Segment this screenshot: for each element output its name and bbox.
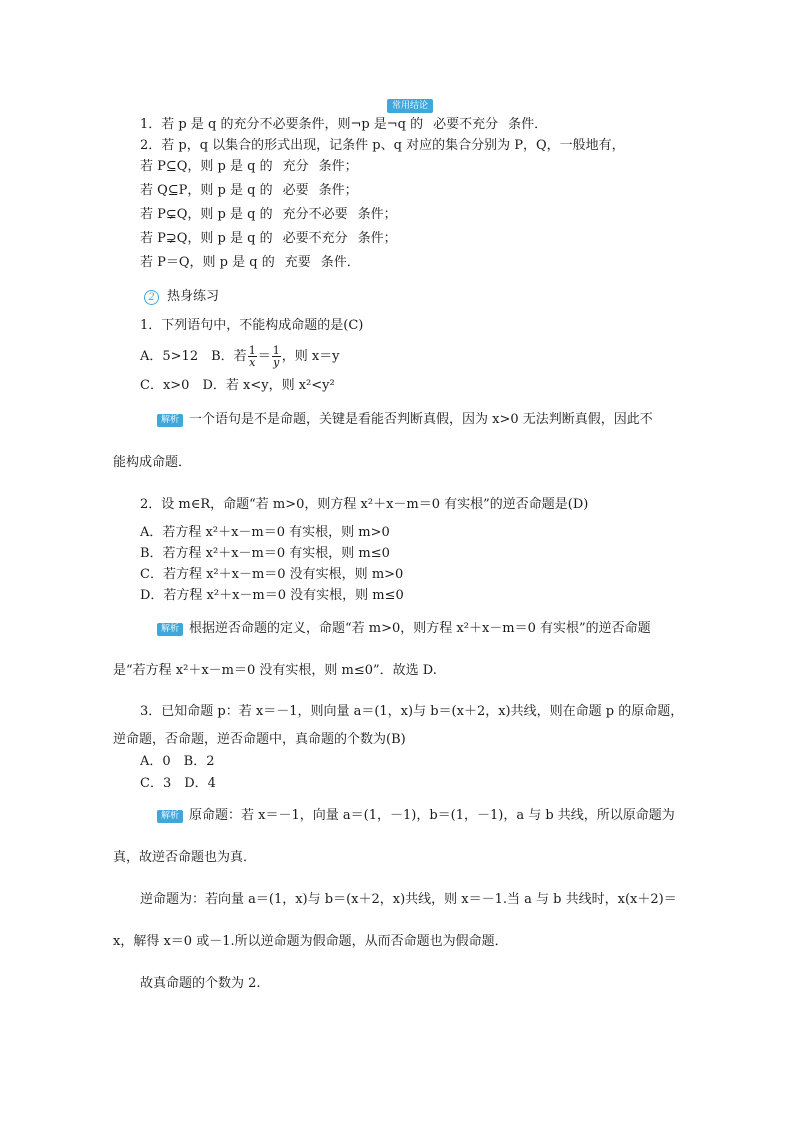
fraction-denominator: x [249, 356, 256, 369]
row-text: 若 P＝Q，则 p 是 q 的 [140, 255, 275, 270]
q2-analysis-line1: 根据逆否命题的定义，命题“若 m>0，则方程 x²＋x－m＝0 有实根”的逆否命题 [189, 621, 651, 636]
q2-analysis-line2: 是“若方程 x²＋x－m＝0 没有实根，则 m≤0”．故选 D. [113, 663, 437, 678]
q3-stem-line1: 3．已知命题 p：若 x＝－1，则向量 a＝(1，x)与 b＝(x＋2，x)共线，则在命题 p 的原命题， [140, 704, 684, 719]
q3-options-cd: C．3 D．4 [140, 776, 216, 791]
conclusion-1-blank: 必要不充分 [433, 117, 499, 132]
fraction-numerator: 1 [272, 344, 280, 357]
conclusion-1 [140, 116, 547, 134]
fraction-denominator: y [273, 356, 280, 369]
q1-option-b: B．若 [211, 349, 247, 364]
row-suffix: 条件． [320, 255, 360, 270]
analysis-tag: 解析 [157, 810, 183, 823]
conclusion-row [140, 158, 358, 176]
q1-analysis-line2: 能构成命题． [113, 455, 192, 470]
q1-options-cd: C．x>0 D．若 x<y，则 x²<y² [140, 378, 335, 393]
row-text: 若 P⊋Q，则 p 是 q 的 [140, 231, 273, 246]
q1-option-a: A．5>12 [140, 349, 199, 364]
q3-stem-line2: 逆命题，否命题，逆否命题中，真命题的个数为(B) [113, 732, 406, 747]
warmup-title: 热身练习 [167, 289, 220, 304]
fraction [272, 345, 281, 368]
analysis-tag: 解析 [157, 414, 183, 427]
warmup-heading [144, 288, 219, 306]
conclusion-row [140, 206, 397, 224]
equals-sign: ＝ [257, 349, 271, 364]
q1-analysis [157, 411, 653, 429]
q3-options-ab: A．0 B．2 [140, 754, 215, 769]
row-text: 若 P⊆Q，则 p 是 q 的 [140, 159, 273, 174]
conclusion-1-text: 1．若 p 是 q 的充分不必要条件，则¬p 是¬q 的 [140, 117, 424, 132]
section-badge: 常用结论 [387, 99, 433, 113]
row-suffix: 条件； [357, 207, 397, 222]
q2-option: C．若方程 x²＋x－m＝0 没有实根，则 m>0 [140, 567, 404, 582]
q3-analysis-line1: 原命题：若 x＝－1，向量 a＝(1，－1)，b＝(1，－1)，a 与 b 共线，所以原命题为 [189, 808, 675, 823]
q2-option: D．若方程 x²＋x－m＝0 没有实根，则 m≤0 [140, 588, 404, 603]
fraction [248, 345, 257, 368]
row-blank: 充分不必要 [282, 207, 348, 222]
q3-analysis-line4: x，解得 x＝0 或－1.所以逆命题为假命题，从而否命题也为假命题． [113, 934, 508, 949]
row-blank: 必要不充分 [282, 231, 348, 246]
conclusion-row [140, 182, 358, 200]
q3-analysis-line5: 故真命题的个数为 2. [140, 976, 261, 991]
row-text: 若 Q⊆P，则 p 是 q 的 [140, 183, 273, 198]
q1-option-b-suffix: ，则 x＝y [281, 349, 340, 364]
q2-option: B．若方程 x²＋x－m＝0 有实根，则 m≤0 [140, 546, 390, 561]
fraction-numerator: 1 [248, 344, 256, 357]
row-blank: 必要 [282, 183, 309, 198]
q3-analysis-line2: 真，故逆否命题也为真． [113, 850, 257, 865]
row-text: 若 P⊊Q，则 p 是 q 的 [140, 207, 273, 222]
q2-option: A．若方程 x²＋x－m＝0 有实根，则 m>0 [140, 525, 390, 540]
q3-analysis-line3: 逆命题为：若向量 a＝(1，x)与 b＝(x＋2，x)共线，则 x＝－1.当 a 与 b 共线时，x(x＋2)＝ [140, 892, 677, 907]
conclusion-row [140, 254, 360, 272]
analysis-tag: 解析 [157, 623, 183, 636]
conclusion-row [140, 230, 397, 248]
row-suffix: 条件； [357, 231, 397, 246]
row-blank: 充要 [284, 255, 311, 270]
row-suffix: 条件； [318, 183, 358, 198]
q2-analysis [157, 620, 651, 638]
conclusion-2: 2．若 p，q 以集合的形式出现，记条件 p、q 对应的集合分别为 P，Q，一般地有， [140, 138, 625, 153]
row-blank: 充分 [282, 159, 309, 174]
conclusion-1-suffix: 条件． [508, 117, 548, 132]
q2-stem: 2．设 m∈R，命题“若 m>0，则方程 x²＋x－m＝0 有实根”的逆否命题是(D) [140, 497, 589, 512]
q1-options-ab [140, 345, 340, 369]
q3-analysis [157, 807, 675, 825]
row-suffix: 条件； [318, 159, 358, 174]
number-circle-icon: 2 [144, 290, 159, 305]
q1-analysis-line1: 一个语句是不是命题，关键是看能否判断真假，因为 x>0 无法判断真假，因此不 [189, 412, 653, 427]
q1-stem: 1．下列语句中，不能构成命题的是(C) [140, 318, 364, 333]
